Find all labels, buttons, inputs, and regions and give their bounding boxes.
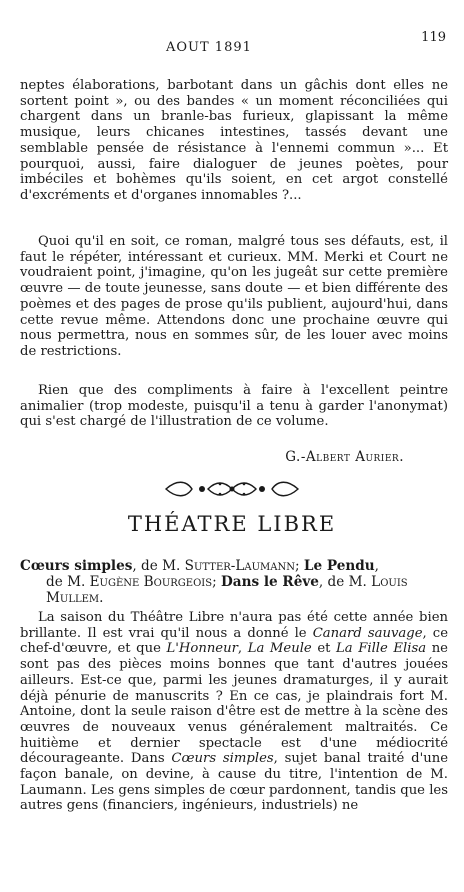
text-run: et [311,641,337,657]
review-paragraph-illustration: Rien que des compliments à faire à l'excellent peintre animalier (trop modeste, puisqu'il a tenu à garder l'anonymat) qui s'est chargé de l'illustration de ce volume. [20,383,448,430]
play-title-3: Dans le Rêve [221,574,319,590]
page-number: 119 [421,30,446,45]
fleuron-ornament [162,478,302,500]
work-title: L'Honneur [166,641,238,657]
plays-listing-continued: de M. Eugène Bourgeois; Dans le Rêve, de M. Louis Mullem. [46,574,408,606]
review-paragraph-conclusion: Quoi qu'il en soit, ce roman, malgré tous ses défauts, est, il faut le répéter, intéressant et curieux. MM. Merki et Court ne voudraient point, j'imagine, qu'on les jugeât sur cette première œuvre — de toute jeunesse, sans doute — et bien différente des poèmes et des pages de prose qu'ils publient, aujourd'hui, dans cette revue même. Attendons donc une prochaine œuvre qui nous permettra, nous en sommes sûr, de les louer avec moins de restrictions. [20,234,448,359]
theatre-review-paragraph [20,610,448,814]
play-title-1: Cœurs simples [20,558,133,574]
text-run: ne sont pas des pièces moins bonnes que tant d'autres jouées ailleurs. Est-ce que, parmi les jeunes dramaturges, il y aurait déjà pénurie de manuscrits ? En ce cas, je plaindrais fort M. Antoine, dont la seule raison d'être est de mettre à la scène des œuvres de nouveaux venus généralement maltraités. Ce huitième et dernier spectacle est d'une médiocrité décourageante. Dans [20,641,448,767]
work-title: La Fille Elisa [336,641,427,657]
section-title: THÉATRE LIBRE [127,512,337,536]
running-head [0,24,464,54]
text-run: , ce chef-d'œuvre, et que [20,625,448,657]
work-title: Canard sauvage [312,625,423,641]
running-head-date: AOUT 1891 [166,40,252,55]
review-paragraph-continued: neptes élaborations, barbotant dans un gâchis dont elles ne sortent point », ou des bandes « un moment réconciliées qui chargent dans un branle-bas furieux, glapissant la même musique, leurs chicanes intestines, tassés devant une semblable pensée de résistance à l'ennemi commun »... Et pourquoi, aussi, faire dialoguer de jeunes poètes, pour imbéciles et bohèmes qu'ils soient, en cet argot constellé d'excréments et d'organes innomables ?... [20,78,448,203]
play-title-2: Le Pendu [303,558,375,574]
author-signature: G.-Albert Aurier. [285,449,404,465]
plays-listing: Cœurs simples, de M. Sutter-Laumann; Le Pendu, de M. Eugène Bourgeois; Dans le Rêve, de M. Louis Mullem. [20,558,450,606]
text-run: , [237,641,248,657]
work-title: La Meule [247,641,312,657]
text-run: La saison du Théâtre Libre n'aura pas été cette année bien brillante. Il est vrai qu'il nous a donné le [20,610,448,641]
play-author-2: M. Eugène Bourgeois [67,574,213,590]
play-author-3: M. Louis Mullem [46,574,408,606]
work-title: Cœurs simples [171,751,274,767]
play-author-1: M. Sutter-Laumann [162,558,296,574]
text-run: , sujet banal traité d'une façon banale, on devine, à cause du titre, l'intention de M. Laumann. Les gens simples de cœur pardonnent, tandis que les autres gens (financiers, ingénieurs, industriels) ne [20,751,448,814]
